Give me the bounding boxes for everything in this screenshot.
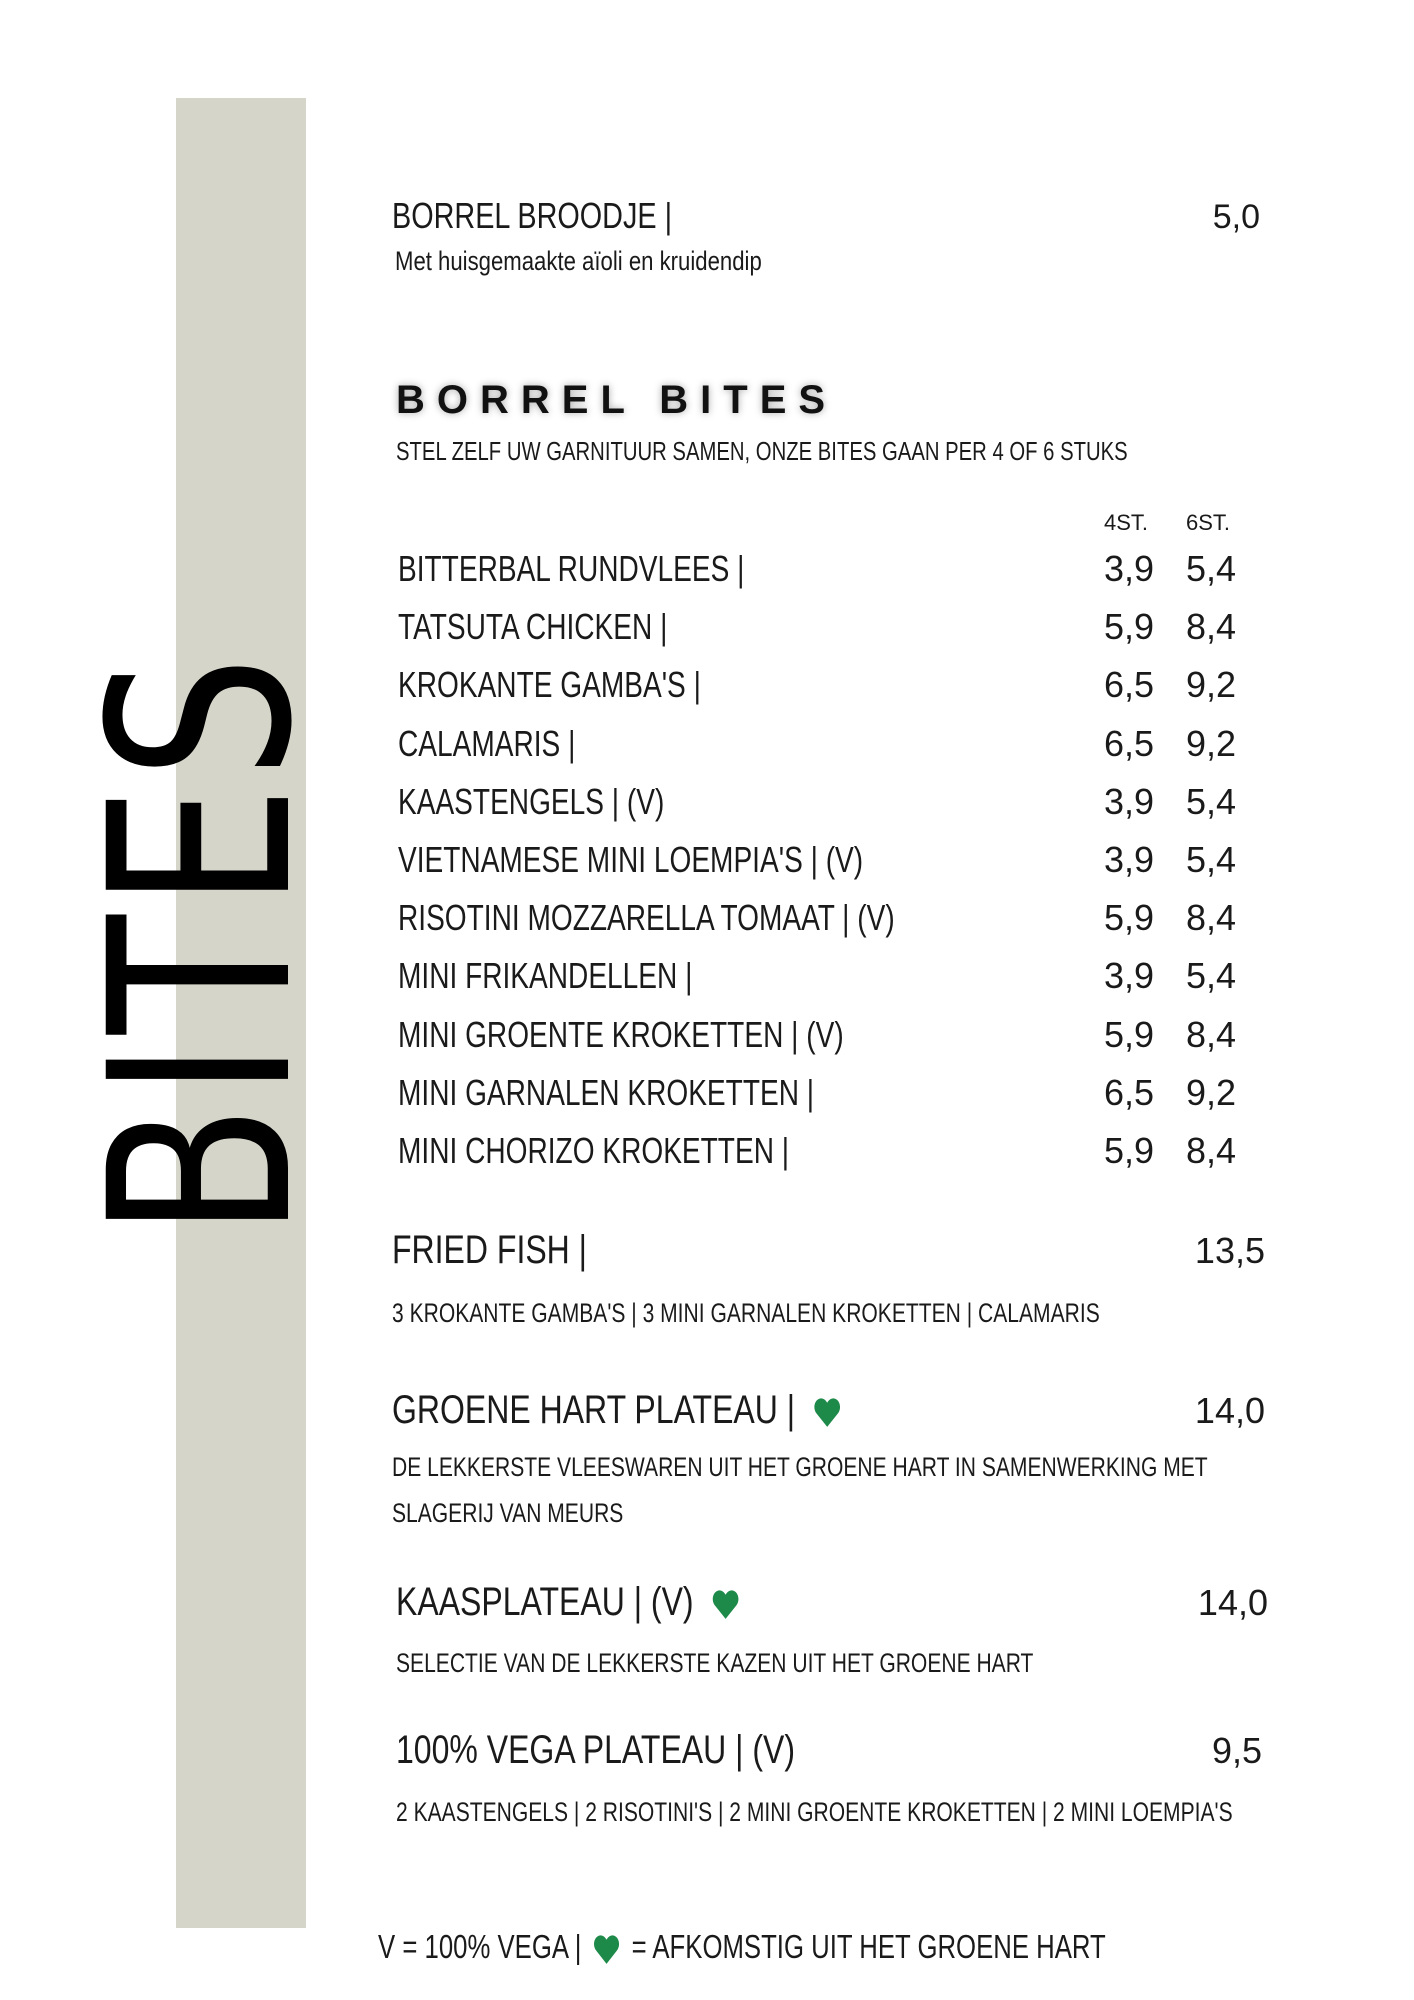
bite-price-6st: 8,4 (1186, 606, 1237, 648)
bite-name: TATSUTA CHICKEN | (398, 606, 668, 648)
bite-row (398, 1006, 1268, 1064)
bite-row (398, 831, 1268, 889)
bite-name: BITTERBAL RUNDVLEES | (398, 548, 745, 590)
column-header-4st: 4ST. (1104, 510, 1149, 535)
fried-fish-price: 13,5 (1194, 1230, 1265, 1271)
bite-name: MINI FRIKANDELLEN | (398, 955, 693, 997)
groene-hart-description-2: SLAGERIJ VAN MEURS (392, 1498, 624, 1528)
vega-name: 100% VEGA PLATEAU | (V) (396, 1728, 795, 1772)
bite-price-6st: 8,4 (1186, 1013, 1237, 1055)
bite-price-4st: 3,9 (1104, 548, 1155, 590)
bite-row (398, 773, 1268, 831)
fried-fish-description: 3 KROKANTE GAMBA'S | 3 MINI GARNALEN KROKETTEN | CALAMARIS (392, 1298, 1100, 1328)
vega-price: 9,5 (1211, 1730, 1262, 1771)
bite-row (398, 889, 1268, 947)
bite-price-6st: 5,4 (1186, 955, 1237, 997)
fried-fish-name: FRIED FISH | (392, 1228, 587, 1272)
groene-hart-description-1: DE LEKKERSTE VLEESWAREN UIT HET GROENE HART IN SAMENWERKING MET (392, 1452, 1208, 1482)
bite-name: RISOTINI MOZZARELLA TOMAAT | (V) (398, 897, 895, 939)
broodje-name: BORREL BROODJE | (392, 195, 673, 236)
bite-price-4st: 6,5 (1104, 1071, 1155, 1113)
bite-price-6st: 5,4 (1186, 780, 1237, 822)
broodje-description: Met huisgemaakte aïoli en kruidendip (395, 246, 762, 276)
bite-price-4st: 3,9 (1104, 955, 1155, 997)
legend-groene-hart: = AFKOMSTIG UIT HET GROENE HART (631, 1928, 1106, 1965)
kaas-price: 14,0 (1197, 1582, 1268, 1623)
bite-price-4st: 5,9 (1104, 897, 1155, 939)
column-headers (398, 510, 1268, 540)
bite-row (398, 947, 1268, 1005)
bite-row (398, 1122, 1268, 1180)
bite-name: MINI GROENTE KROKETTEN | (V) (398, 1013, 844, 1055)
groene-hart-price: 14,0 (1194, 1390, 1265, 1431)
bite-price-4st: 5,9 (1104, 606, 1155, 648)
bite-price-6st: 9,2 (1186, 722, 1237, 764)
broodje-price: 5,0 (1212, 198, 1260, 236)
vega-description: 2 KAASTENGELS | 2 RISOTINI'S | 2 MINI GROENTE KROKETTEN | 2 MINI LOEMPIA'S (396, 1797, 1233, 1827)
bite-price-6st: 8,4 (1186, 897, 1237, 939)
bite-name: KAASTENGELS | (V) (398, 780, 665, 822)
bite-row (398, 1064, 1268, 1122)
groene-hart-name: GROENE HART PLATEAU | (392, 1390, 953, 1430)
side-title: BITES (56, 649, 347, 1238)
legend (378, 1928, 1311, 1966)
bite-name: VIETNAMESE MINI LOEMPIA'S | (V) (398, 839, 864, 881)
bite-price-4st: 6,5 (1104, 664, 1155, 706)
column-header-6st: 6ST. (1186, 510, 1231, 535)
bite-name: MINI GARNALEN KROKETTEN | (398, 1071, 815, 1113)
bite-price-4st: 5,9 (1104, 1013, 1155, 1055)
bite-row (398, 715, 1268, 773)
section-title-bites: BORREL BITES (396, 378, 838, 422)
bite-price-6st: 5,4 (1186, 548, 1237, 590)
kaas-description: SELECTIE VAN DE LEKKERSTE KAZEN UIT HET GROENE HART (396, 1648, 1034, 1678)
bite-price-4st: 3,9 (1104, 780, 1155, 822)
kaas-name: KAASPLATEAU | (V) (396, 1582, 825, 1622)
bite-price-6st: 8,4 (1186, 1129, 1237, 1171)
bite-price-6st: 9,2 (1186, 664, 1237, 706)
bite-price-4st: 3,9 (1104, 839, 1155, 881)
bite-row (398, 540, 1268, 598)
heart-icon (593, 1934, 620, 1964)
bite-row (398, 598, 1268, 656)
bite-name: MINI CHORIZO KROKETTEN | (398, 1129, 790, 1171)
section-subtitle: STEL ZELF UW GARNITUUR SAMEN, ONZE BITES GAAN PER 4 OF 6 STUKS (396, 436, 1128, 466)
heart-icon (814, 1397, 841, 1427)
bite-name: CALAMARIS | (398, 722, 576, 764)
bite-price-6st: 9,2 (1186, 1071, 1237, 1113)
bite-row (398, 656, 1268, 714)
bites-table (398, 510, 1268, 1180)
bite-price-4st: 5,9 (1104, 1129, 1155, 1171)
legend-vega: V = 100% VEGA | (378, 1928, 582, 1965)
bite-name: KROKANTE GAMBA'S | (398, 664, 701, 706)
bite-price-6st: 5,4 (1186, 839, 1237, 881)
bite-price-4st: 6,5 (1104, 722, 1155, 764)
heart-icon (712, 1589, 739, 1619)
